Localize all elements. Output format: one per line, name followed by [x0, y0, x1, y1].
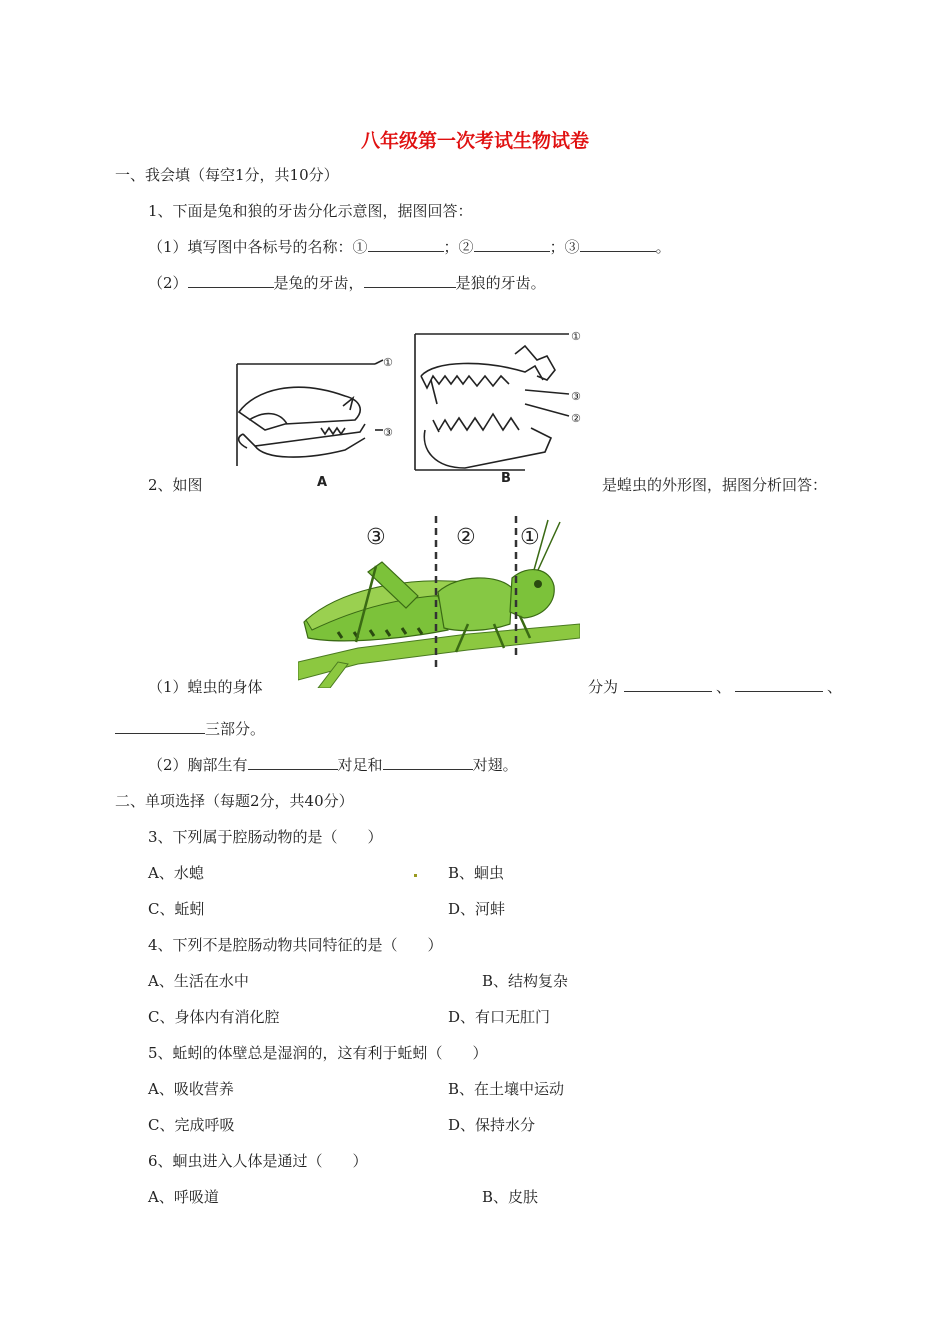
q1-sub2-end: 是狼的牙齿。	[455, 274, 546, 292]
q1-sub1-m2: ；②	[443, 238, 474, 256]
q4-stem: 4、下列不是腔肠动物共同特征的是（ ）	[148, 936, 443, 954]
q2-stem-start: 2、如图	[148, 476, 203, 494]
q4-option-d[interactable]: D、有口无肛门	[448, 1008, 551, 1026]
grasshopper-diagram	[298, 512, 580, 688]
q2-sub1-sep-1: 、	[716, 678, 732, 696]
answer-blank-1[interactable]	[368, 237, 444, 252]
q1-sub1	[148, 236, 671, 257]
rabbit-label-3: ③	[383, 426, 393, 439]
q2-sub1-right	[588, 676, 842, 697]
page-title: 八年级第一次考试生物试卷	[360, 130, 589, 152]
grasshopper-label-head: ①	[520, 525, 540, 550]
q1-stem: 1、下面是兔和狼的牙齿分化示意图，据图回答：	[148, 202, 473, 220]
q2-sub2-end: 对翅。	[472, 756, 518, 774]
q2-sub1-line2	[115, 718, 265, 739]
q1-sub2	[148, 272, 546, 293]
answer-blank-8[interactable]	[115, 719, 205, 734]
q5-option-a[interactable]: A、吸收营养	[148, 1080, 234, 1098]
q2-sub2-prefix: （2）胸部生有	[148, 756, 248, 774]
figure-label-a: A	[317, 475, 328, 490]
ink-speck	[414, 874, 417, 877]
q3-option-b[interactable]: B、蛔虫	[448, 864, 505, 882]
answer-blank-10[interactable]	[383, 755, 473, 770]
answer-blank-9[interactable]	[248, 755, 338, 770]
section2-heading: 二、单项选择（每题2分，共40分）	[115, 792, 354, 810]
teeth-diagram	[225, 320, 605, 495]
figure-label-b: B	[501, 471, 511, 486]
answer-blank-7[interactable]	[735, 677, 823, 692]
answer-blank-2[interactable]	[474, 237, 550, 252]
q6-option-a[interactable]: A、呼吸道	[148, 1188, 219, 1206]
q1-sub2-mid: 是兔的牙齿，	[273, 274, 364, 292]
q2-sub1-sep-2: 、	[827, 678, 843, 696]
answer-blank-3[interactable]	[580, 237, 656, 252]
wolf-label-3: ③	[571, 390, 581, 403]
section1-heading: 一、我会填（每空1分，共10分）	[115, 166, 339, 184]
q2-sub2-mid: 对足和	[337, 756, 383, 774]
grasshopper-label-abdomen: ③	[366, 525, 386, 550]
q2-sub1-prefix: （1）蝗虫的身体	[148, 678, 263, 696]
q4-option-b[interactable]: B、结构复杂	[482, 972, 569, 990]
q5-option-d[interactable]: D、保持水分	[448, 1116, 536, 1134]
grasshopper-label-thorax: ②	[456, 525, 476, 550]
wolf-label-1: ①	[571, 330, 581, 343]
wolf-label-2: ②	[571, 412, 581, 425]
q3-option-a[interactable]: A、水螅	[148, 864, 204, 882]
q3-stem: 3、下列属于腔肠动物的是（ ）	[148, 828, 383, 846]
q1-sub2-prefix: （2）	[148, 274, 188, 292]
q2-sub1-line2-end: 三部分。	[205, 720, 266, 738]
q6-option-b[interactable]: B、皮肤	[482, 1188, 539, 1206]
answer-blank-4[interactable]	[188, 273, 274, 288]
q2-stem-end: 是蝗虫的外形图，据图分析回答：	[602, 476, 828, 494]
q1-sub1-m3: ；③	[549, 238, 580, 256]
q5-stem: 5、蚯蚓的体壁总是湿润的，这有利于蚯蚓（ ）	[148, 1044, 488, 1062]
answer-blank-5[interactable]	[364, 273, 456, 288]
q4-option-a[interactable]: A、生活在水中	[148, 972, 249, 990]
q3-option-c[interactable]: C、蚯蚓	[148, 900, 205, 918]
q3-option-d[interactable]: D、河蚌	[448, 900, 506, 918]
q1-sub1-end: 。	[655, 238, 671, 256]
q2-sub1-mid: 分为	[588, 678, 619, 696]
rabbit-label-1: ①	[383, 356, 393, 369]
q5-option-c[interactable]: C、完成呼吸	[148, 1116, 235, 1134]
q5-option-b[interactable]: B、在土壤中运动	[448, 1080, 565, 1098]
q6-stem: 6、蛔虫进入人体是通过（ ）	[148, 1152, 368, 1170]
q2-sub2	[148, 754, 518, 775]
q1-sub1-prefix: （1）填写图中各标号的名称：①	[148, 238, 368, 256]
answer-blank-6[interactable]	[624, 677, 712, 692]
q4-option-c[interactable]: C、身体内有消化腔	[148, 1008, 280, 1026]
